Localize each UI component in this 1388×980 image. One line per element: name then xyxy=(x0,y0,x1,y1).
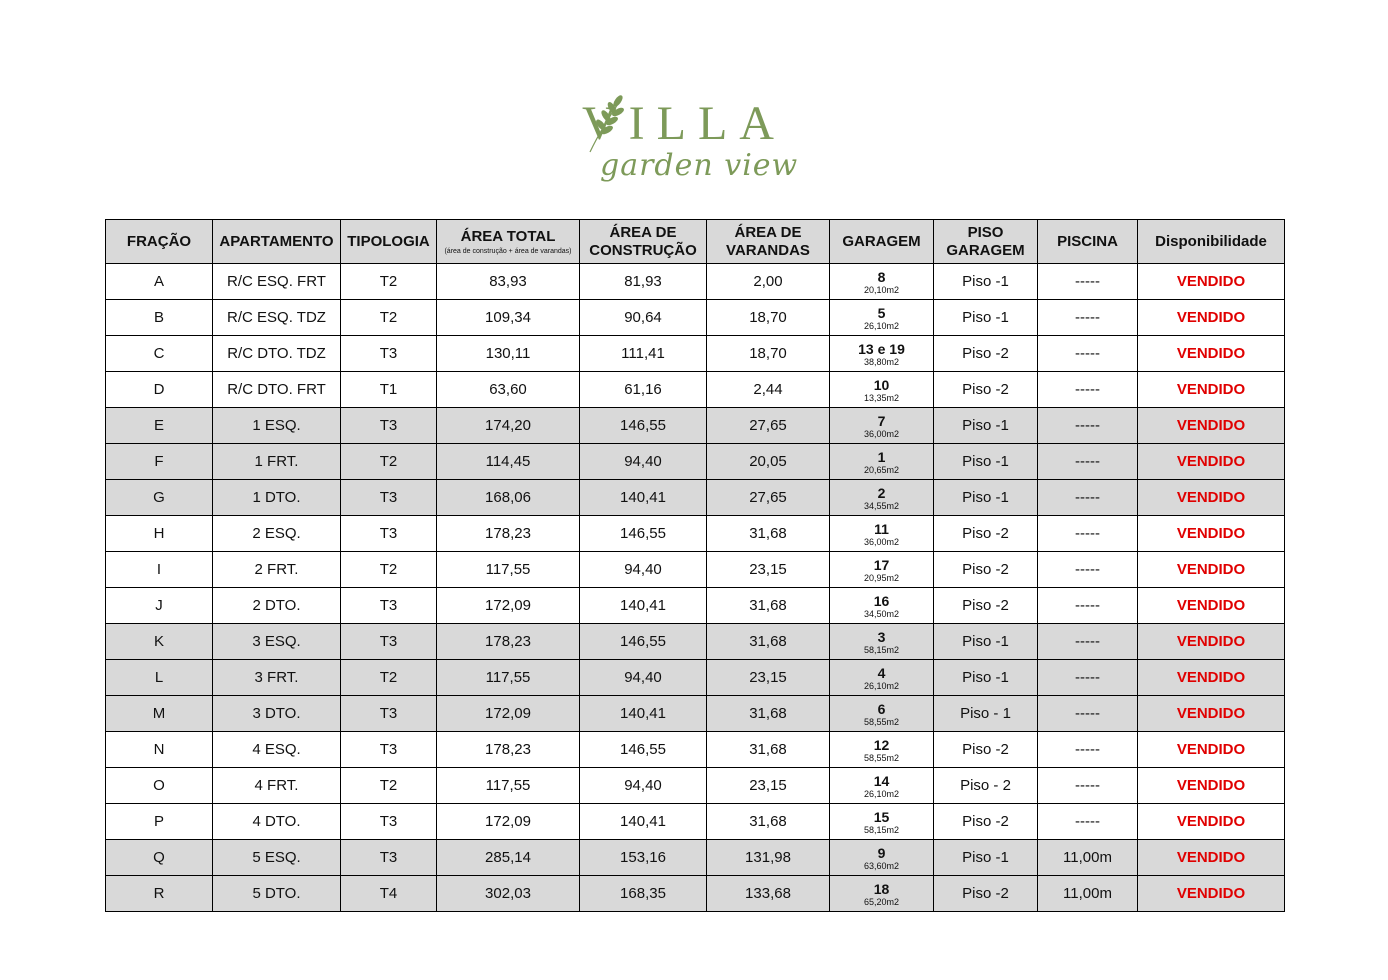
header-garagem: GARAGEM xyxy=(830,220,934,264)
cell-piso-garagem: Piso -2 xyxy=(934,372,1038,408)
cell-fracao: A xyxy=(106,264,213,300)
cell-garagem xyxy=(830,876,934,912)
cell-area-construcao: 94,40 xyxy=(580,444,707,480)
header-area-construcao: ÁREA DE CONSTRUÇÃO xyxy=(580,220,707,264)
cell-apartamento: 2 ESQ. xyxy=(213,516,341,552)
cell-garagem xyxy=(830,372,934,408)
garage-number: 3 xyxy=(877,628,886,645)
cell-area-total: 178,23 xyxy=(437,624,580,660)
garage-number: 9 xyxy=(877,844,886,861)
cell-disponibilidade xyxy=(1138,588,1285,624)
cell-area-total: 117,55 xyxy=(437,552,580,588)
cell-fracao: Q xyxy=(106,840,213,876)
cell-garagem xyxy=(830,264,934,300)
cell-area-construcao: 140,41 xyxy=(580,696,707,732)
cell-area-total: 174,20 xyxy=(437,408,580,444)
table-row xyxy=(106,444,1285,480)
cell-apartamento: 4 ESQ. xyxy=(213,732,341,768)
cell-fracao: L xyxy=(106,660,213,696)
cell-area-varandas: 23,15 xyxy=(707,552,830,588)
cell-disponibilidade xyxy=(1138,480,1285,516)
cell-garagem xyxy=(830,624,934,660)
status-badge: VENDIDO xyxy=(1176,705,1246,722)
cell-area-construcao: 111,41 xyxy=(580,336,707,372)
status-badge: VENDIDO xyxy=(1176,669,1246,686)
cell-area-total: 172,09 xyxy=(437,804,580,840)
status-badge: VENDIDO xyxy=(1176,777,1246,794)
status-badge: VENDIDO xyxy=(1176,741,1246,758)
villa-garden-view-logo xyxy=(560,92,820,207)
cell-tipologia: T3 xyxy=(341,408,437,444)
cell-fracao: G xyxy=(106,480,213,516)
cell-fracao: C xyxy=(106,336,213,372)
cell-piscina: ----- xyxy=(1038,300,1138,336)
cell-area-varandas: 31,68 xyxy=(707,588,830,624)
garage-number: 8 xyxy=(877,268,886,285)
cell-apartamento: 2 FRT. xyxy=(213,552,341,588)
cell-area-construcao: 94,40 xyxy=(580,660,707,696)
cell-apartamento: 1 FRT. xyxy=(213,444,341,480)
cell-disponibilidade xyxy=(1138,444,1285,480)
cell-piscina: ----- xyxy=(1038,480,1138,516)
cell-fracao: P xyxy=(106,804,213,840)
garage-area: 38,80m2 xyxy=(863,356,900,367)
cell-fracao: H xyxy=(106,516,213,552)
cell-fracao: D xyxy=(106,372,213,408)
garage-number: 5 xyxy=(877,304,886,321)
table-row xyxy=(106,372,1285,408)
logo-tagline: garden view xyxy=(600,148,799,183)
header-area-total: ÁREA TOTAL (área de construção + área de varandas) xyxy=(437,220,580,264)
cell-piso-garagem: Piso -2 xyxy=(934,876,1038,912)
cell-piso-garagem: Piso -1 xyxy=(934,480,1038,516)
cell-area-varandas: 31,68 xyxy=(707,624,830,660)
garage-area: 20,65m2 xyxy=(863,464,900,475)
status-badge: VENDIDO xyxy=(1176,813,1246,830)
cell-apartamento: 4 FRT. xyxy=(213,768,341,804)
cell-tipologia: T2 xyxy=(341,444,437,480)
table-row xyxy=(106,588,1285,624)
cell-area-total: 130,11 xyxy=(437,336,580,372)
garage-area: 20,10m2 xyxy=(863,284,900,295)
header-disponibilidade: Disponibilidade xyxy=(1138,220,1285,264)
cell-garagem xyxy=(830,552,934,588)
table-row xyxy=(106,300,1285,336)
cell-tipologia: T3 xyxy=(341,804,437,840)
cell-apartamento: 5 DTO. xyxy=(213,876,341,912)
garage-area: 36,00m2 xyxy=(863,428,900,439)
cell-area-construcao: 81,93 xyxy=(580,264,707,300)
cell-piso-garagem: Piso -1 xyxy=(934,408,1038,444)
table-row xyxy=(106,480,1285,516)
cell-area-varandas: 27,65 xyxy=(707,408,830,444)
cell-area-construcao: 140,41 xyxy=(580,480,707,516)
cell-fracao: N xyxy=(106,732,213,768)
cell-tipologia: T4 xyxy=(341,876,437,912)
cell-area-total: 172,09 xyxy=(437,588,580,624)
cell-area-total: 117,55 xyxy=(437,660,580,696)
garage-number: 18 xyxy=(873,880,890,897)
cell-piso-garagem: Piso -1 xyxy=(934,840,1038,876)
cell-piso-garagem: Piso - 1 xyxy=(934,696,1038,732)
cell-area-varandas: 18,70 xyxy=(707,336,830,372)
garage-area: 34,55m2 xyxy=(863,500,900,511)
cell-tipologia: T3 xyxy=(341,480,437,516)
cell-tipologia: T3 xyxy=(341,624,437,660)
garage-number: 13 e 19 xyxy=(858,340,905,357)
cell-apartamento: 3 DTO. xyxy=(213,696,341,732)
cell-area-varandas: 2,44 xyxy=(707,372,830,408)
cell-area-varandas: 31,68 xyxy=(707,732,830,768)
cell-area-total: 168,06 xyxy=(437,480,580,516)
cell-area-construcao: 94,40 xyxy=(580,768,707,804)
cell-disponibilidade xyxy=(1138,768,1285,804)
cell-area-total: 172,09 xyxy=(437,696,580,732)
cell-piso-garagem: Piso -1 xyxy=(934,264,1038,300)
cell-disponibilidade xyxy=(1138,552,1285,588)
cell-garagem xyxy=(830,300,934,336)
garage-area: 63,60m2 xyxy=(863,860,900,871)
table-row xyxy=(106,840,1285,876)
cell-area-varandas: 23,15 xyxy=(707,768,830,804)
cell-piscina: ----- xyxy=(1038,264,1138,300)
cell-piscina: ----- xyxy=(1038,552,1138,588)
cell-piso-garagem: Piso - 2 xyxy=(934,768,1038,804)
status-badge: VENDIDO xyxy=(1176,633,1246,650)
cell-tipologia: T3 xyxy=(341,840,437,876)
cell-garagem xyxy=(830,660,934,696)
header-area-varandas: ÁREA DE VARANDAS xyxy=(707,220,830,264)
garage-number: 12 xyxy=(873,736,890,753)
cell-garagem xyxy=(830,768,934,804)
cell-disponibilidade xyxy=(1138,264,1285,300)
cell-piscina: ----- xyxy=(1038,696,1138,732)
status-badge: VENDIDO xyxy=(1176,417,1246,434)
garage-number: 11 xyxy=(874,520,889,537)
cell-area-varandas: 18,70 xyxy=(707,300,830,336)
cell-disponibilidade xyxy=(1138,660,1285,696)
status-badge: VENDIDO xyxy=(1176,849,1246,866)
garage-number: 15 xyxy=(873,808,890,825)
cell-apartamento: 4 DTO. xyxy=(213,804,341,840)
cell-area-construcao: 61,16 xyxy=(580,372,707,408)
cell-piso-garagem: Piso -1 xyxy=(934,300,1038,336)
table-row xyxy=(106,660,1285,696)
garage-number: 6 xyxy=(877,700,886,717)
cell-area-total: 63,60 xyxy=(437,372,580,408)
cell-piscina: ----- xyxy=(1038,588,1138,624)
cell-piso-garagem: Piso -2 xyxy=(934,516,1038,552)
header-piscina: PISCINA xyxy=(1038,220,1138,264)
cell-area-total: 178,23 xyxy=(437,516,580,552)
cell-area-construcao: 146,55 xyxy=(580,408,707,444)
cell-garagem xyxy=(830,840,934,876)
table-row xyxy=(106,624,1285,660)
cell-piscina: ----- xyxy=(1038,444,1138,480)
cell-fracao: B xyxy=(106,300,213,336)
cell-area-varandas: 31,68 xyxy=(707,516,830,552)
cell-tipologia: T3 xyxy=(341,732,437,768)
cell-garagem xyxy=(830,804,934,840)
table-header-row xyxy=(106,220,1285,264)
table-row xyxy=(106,696,1285,732)
cell-area-construcao: 146,55 xyxy=(580,624,707,660)
cell-area-construcao: 146,55 xyxy=(580,732,707,768)
table-row xyxy=(106,804,1285,840)
cell-area-total: 302,03 xyxy=(437,876,580,912)
garage-area: 20,95m2 xyxy=(863,572,900,583)
header-area-total-note: (área de construção + área de varandas) xyxy=(444,247,572,255)
cell-apartamento: R/C DTO. TDZ xyxy=(213,336,341,372)
status-badge: VENDIDO xyxy=(1176,273,1246,290)
status-badge: VENDIDO xyxy=(1176,453,1246,470)
cell-garagem xyxy=(830,588,934,624)
cell-piso-garagem: Piso -1 xyxy=(934,624,1038,660)
table-row xyxy=(106,408,1285,444)
cell-apartamento: 1 DTO. xyxy=(213,480,341,516)
garage-number: 2 xyxy=(877,484,886,501)
table-row xyxy=(106,552,1285,588)
cell-area-varandas: 133,68 xyxy=(707,876,830,912)
cell-garagem xyxy=(830,336,934,372)
cell-area-construcao: 140,41 xyxy=(580,588,707,624)
cell-fracao: M xyxy=(106,696,213,732)
garage-area: 58,15m2 xyxy=(863,824,900,835)
status-badge: VENDIDO xyxy=(1176,561,1246,578)
cell-tipologia: T2 xyxy=(341,768,437,804)
garage-area: 58,55m2 xyxy=(863,716,900,727)
garage-number: 16 xyxy=(873,592,890,609)
cell-disponibilidade xyxy=(1138,804,1285,840)
header-apartamento: APARTAMENTO xyxy=(213,220,341,264)
cell-piso-garagem: Piso -2 xyxy=(934,732,1038,768)
cell-piso-garagem: Piso -2 xyxy=(934,804,1038,840)
cell-area-total: 117,55 xyxy=(437,768,580,804)
garage-area: 26,10m2 xyxy=(863,788,900,799)
cell-apartamento: 5 ESQ. xyxy=(213,840,341,876)
garage-area: 26,10m2 xyxy=(863,680,900,691)
cell-piso-garagem: Piso -1 xyxy=(934,444,1038,480)
cell-area-total: 109,34 xyxy=(437,300,580,336)
logo-word: VILLA xyxy=(582,97,786,150)
garage-number: 14 xyxy=(873,772,890,789)
cell-piscina: ----- xyxy=(1038,804,1138,840)
cell-tipologia: T3 xyxy=(341,696,437,732)
cell-tipologia: T2 xyxy=(341,264,437,300)
cell-tipologia: T3 xyxy=(341,588,437,624)
garage-number: 4 xyxy=(877,664,886,681)
cell-fracao: E xyxy=(106,408,213,444)
cell-disponibilidade xyxy=(1138,732,1285,768)
cell-disponibilidade xyxy=(1138,336,1285,372)
cell-disponibilidade xyxy=(1138,840,1285,876)
cell-tipologia: T3 xyxy=(341,516,437,552)
cell-apartamento: R/C ESQ. TDZ xyxy=(213,300,341,336)
cell-piso-garagem: Piso -2 xyxy=(934,552,1038,588)
cell-area-construcao: 94,40 xyxy=(580,552,707,588)
header-piso-garagem: PISO GARAGEM xyxy=(934,220,1038,264)
table-row xyxy=(106,732,1285,768)
garage-area: 58,15m2 xyxy=(863,644,900,655)
cell-fracao: I xyxy=(106,552,213,588)
cell-disponibilidade xyxy=(1138,300,1285,336)
table-row xyxy=(106,336,1285,372)
garage-number: 17 xyxy=(873,556,890,573)
cell-area-total: 285,14 xyxy=(437,840,580,876)
cell-area-varandas: 2,00 xyxy=(707,264,830,300)
table-row xyxy=(106,516,1285,552)
garage-number: 1 xyxy=(877,448,886,465)
garage-area: 13,35m2 xyxy=(863,392,900,403)
status-badge: VENDIDO xyxy=(1176,885,1246,902)
cell-area-construcao: 153,16 xyxy=(580,840,707,876)
cell-disponibilidade xyxy=(1138,876,1285,912)
cell-piscina: ----- xyxy=(1038,408,1138,444)
cell-piscina: ----- xyxy=(1038,336,1138,372)
garage-area: 34,50m2 xyxy=(863,608,900,619)
cell-tipologia: T2 xyxy=(341,660,437,696)
cell-apartamento: R/C DTO. FRT xyxy=(213,372,341,408)
garage-number: 10 xyxy=(873,376,890,393)
cell-disponibilidade xyxy=(1138,372,1285,408)
cell-area-construcao: 168,35 xyxy=(580,876,707,912)
garage-area: 36,00m2 xyxy=(863,536,900,547)
cell-piso-garagem: Piso -2 xyxy=(934,588,1038,624)
cell-garagem xyxy=(830,732,934,768)
cell-piscina: ----- xyxy=(1038,516,1138,552)
cell-garagem xyxy=(830,480,934,516)
cell-piscina: ----- xyxy=(1038,768,1138,804)
cell-apartamento: 1 ESQ. xyxy=(213,408,341,444)
cell-disponibilidade xyxy=(1138,408,1285,444)
cell-apartamento: 3 ESQ. xyxy=(213,624,341,660)
header-fracao: FRAÇÃO xyxy=(106,220,213,264)
cell-apartamento: R/C ESQ. FRT xyxy=(213,264,341,300)
cell-area-total: 114,45 xyxy=(437,444,580,480)
cell-tipologia: T2 xyxy=(341,300,437,336)
cell-disponibilidade xyxy=(1138,516,1285,552)
cell-piscina: ----- xyxy=(1038,372,1138,408)
cell-fracao: O xyxy=(106,768,213,804)
cell-area-varandas: 27,65 xyxy=(707,480,830,516)
cell-piso-garagem: Piso -2 xyxy=(934,336,1038,372)
cell-piscina: ----- xyxy=(1038,660,1138,696)
cell-fracao: F xyxy=(106,444,213,480)
cell-garagem xyxy=(830,408,934,444)
cell-garagem xyxy=(830,516,934,552)
status-badge: VENDIDO xyxy=(1176,345,1246,362)
cell-area-construcao: 146,55 xyxy=(580,516,707,552)
cell-area-varandas: 131,98 xyxy=(707,840,830,876)
status-badge: VENDIDO xyxy=(1176,381,1246,398)
cell-fracao: K xyxy=(106,624,213,660)
cell-piscina: 11,00m xyxy=(1038,876,1138,912)
cell-disponibilidade xyxy=(1138,624,1285,660)
cell-piscina: ----- xyxy=(1038,732,1138,768)
table-row xyxy=(106,768,1285,804)
cell-area-varandas: 31,68 xyxy=(707,696,830,732)
cell-tipologia: T2 xyxy=(341,552,437,588)
cell-area-varandas: 23,15 xyxy=(707,660,830,696)
cell-tipologia: T3 xyxy=(341,336,437,372)
status-badge: VENDIDO xyxy=(1176,489,1246,506)
cell-fracao: J xyxy=(106,588,213,624)
cell-garagem xyxy=(830,696,934,732)
cell-disponibilidade xyxy=(1138,696,1285,732)
garage-area: 26,10m2 xyxy=(863,320,900,331)
garage-area: 58,55m2 xyxy=(863,752,900,763)
status-badge: VENDIDO xyxy=(1176,309,1246,326)
cell-area-construcao: 90,64 xyxy=(580,300,707,336)
cell-tipologia: T1 xyxy=(341,372,437,408)
cell-area-construcao: 140,41 xyxy=(580,804,707,840)
units-table xyxy=(105,219,1285,912)
cell-apartamento: 2 DTO. xyxy=(213,588,341,624)
cell-area-total: 83,93 xyxy=(437,264,580,300)
cell-piscina: 11,00m xyxy=(1038,840,1138,876)
garage-number: 7 xyxy=(877,412,886,429)
status-badge: VENDIDO xyxy=(1176,525,1246,542)
cell-apartamento: 3 FRT. xyxy=(213,660,341,696)
table-row xyxy=(106,876,1285,912)
status-badge: VENDIDO xyxy=(1176,597,1246,614)
cell-fracao: R xyxy=(106,876,213,912)
cell-garagem xyxy=(830,444,934,480)
cell-area-varandas: 20,05 xyxy=(707,444,830,480)
cell-piscina: ----- xyxy=(1038,624,1138,660)
garage-area: 65,20m2 xyxy=(863,896,900,907)
table-row xyxy=(106,264,1285,300)
cell-area-total: 178,23 xyxy=(437,732,580,768)
header-tipologia: TIPOLOGIA xyxy=(341,220,437,264)
cell-area-varandas: 31,68 xyxy=(707,804,830,840)
cell-piso-garagem: Piso -1 xyxy=(934,660,1038,696)
